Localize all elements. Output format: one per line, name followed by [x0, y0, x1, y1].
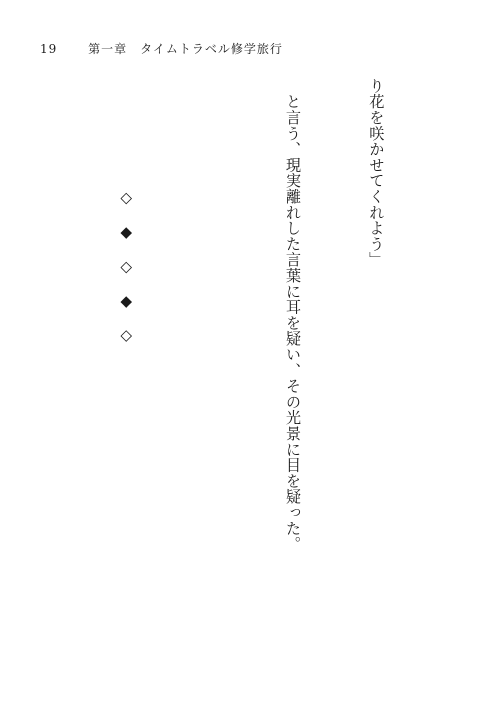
blank-line	[28, 78, 56, 658]
chapter-title: 第一章 タイムトラベル修学旅行	[88, 42, 283, 56]
running-header	[40, 40, 283, 57]
section-break: ◇ ◆ ◇ ◆ ◇	[117, 78, 136, 345]
blank-line	[195, 78, 223, 658]
text-line: り花を咲かせてくれよう」	[367, 78, 386, 268]
text-line: と言う、現実離れした言葉に耳を疑い、その光景に目を疑った。	[284, 78, 303, 552]
body-text	[0, 78, 445, 658]
page-number: 19	[40, 42, 58, 56]
